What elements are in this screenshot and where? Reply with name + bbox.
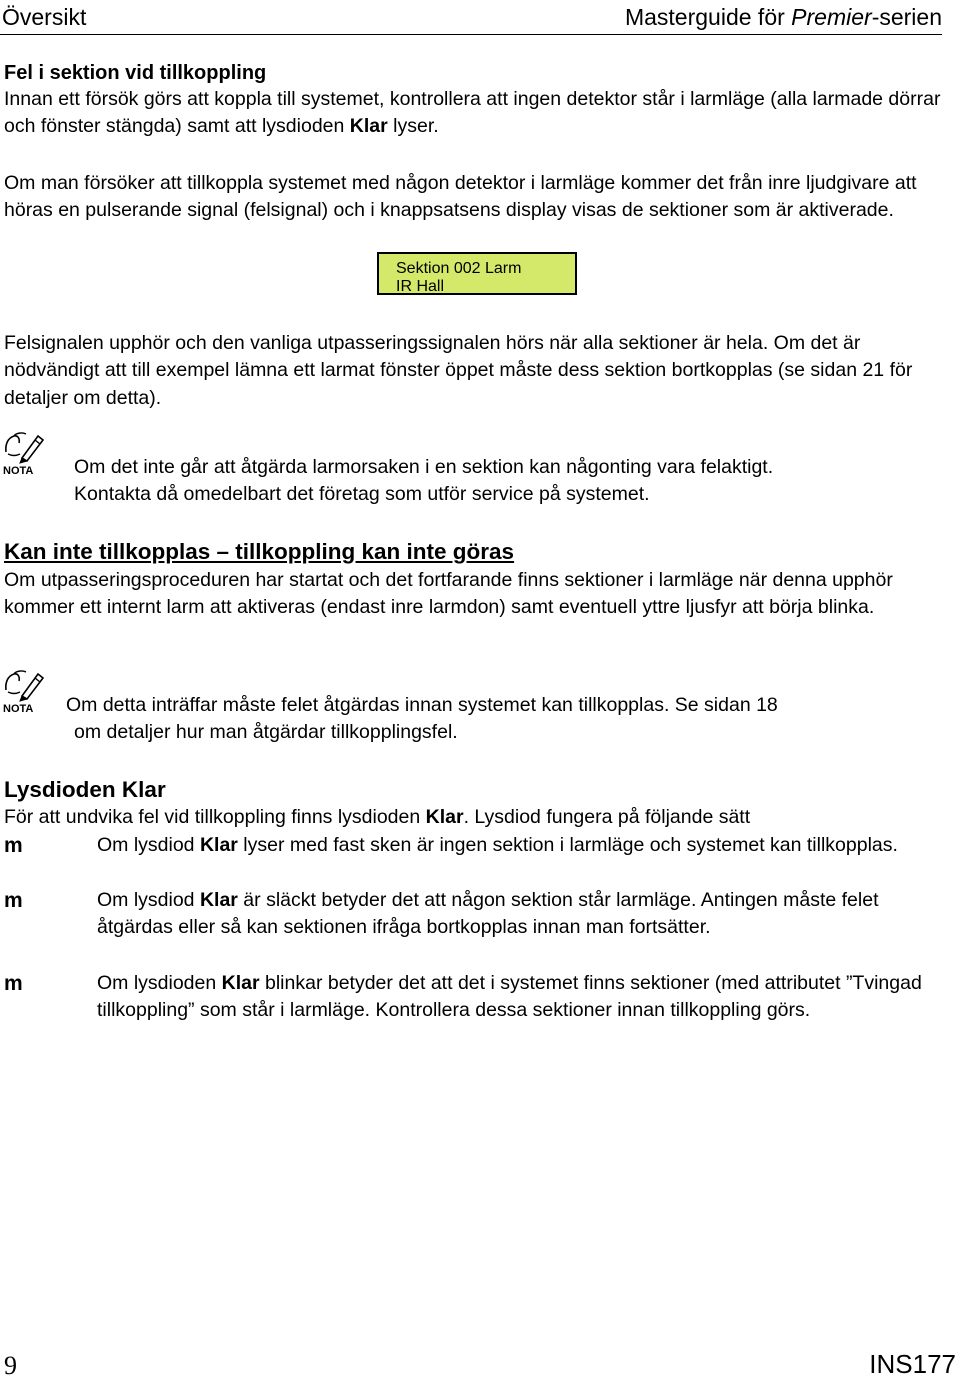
page-header [0, 4, 942, 35]
display-line-1: Sektion 002 Larm [396, 260, 522, 277]
bold-term: Klar [221, 972, 260, 994]
text-run: För att undvika fel vid tillkoppling finns lysdioden [4, 806, 426, 828]
section-heading-fel-i-sektion: Fel i sektion vid tillkoppling [4, 62, 267, 84]
page-number: 9 [4, 1351, 17, 1380]
bold-term: Klar [349, 115, 388, 138]
nota-label: NOTA [3, 703, 34, 714]
section1-paragraph-2: Om man försöker att tillkoppla systemet med någon detektor i larmläge kommer det från inre ljudgivare att höras en pulserande signal (felsignal) och i knappsatsens display visas de sektioner som är aktiverade. [4, 172, 917, 222]
header-guide-prefix: Masterguide för [624, 4, 792, 30]
list-item-text [97, 970, 955, 1025]
nota-pen-icon [2, 668, 46, 714]
bullet-icon: m [4, 972, 23, 995]
list-item-text [97, 832, 955, 859]
section1-paragraph-1 [4, 86, 954, 141]
text-run: . Lysdiod fungera på följande sätt [463, 806, 751, 828]
list-item [4, 887, 956, 971]
bullet-icon: m [4, 834, 23, 857]
pen-icon [2, 668, 46, 714]
nota-2-line-2: om detaljer hur man åtgärdar tillkopplingsfel. [74, 721, 458, 743]
text-run: lyser. [387, 115, 439, 138]
pen-icon [2, 430, 46, 476]
bullet-icon: m [4, 889, 23, 912]
bold-term: Klar [199, 834, 238, 856]
bold-term: Klar [199, 889, 238, 911]
text-run: Om lysdiod [97, 889, 200, 911]
section-heading-kan-inte-tillkopplas [4, 538, 514, 566]
text-run: lyser med fast sken är ingen sektion i larmläge och systemet kan tillkopplas. [237, 834, 898, 856]
text-run: Innan ett försök görs att koppla till systemet, kontrollera att ingen detektor står i larmläge (alla larmade dörrar och fönster stängda) samt att lysdioden [4, 88, 941, 138]
header-guide-suffix: -serien [871, 4, 942, 30]
heading-text: Kan inte tillkopplas – tillkoppling kan inte göras [4, 539, 515, 564]
document-code: INS177 [869, 1349, 956, 1379]
header-section-title: Översikt [2, 4, 87, 30]
nota-2-line-1: Om detta inträffar måste felet åtgärdas innan systemet kan tillkopplas. Se sidan 18 [66, 694, 778, 716]
list-item [4, 832, 956, 888]
section3-intro [4, 804, 954, 831]
section2-paragraph-1: Om utpasseringsproceduren har startat och det fortfarande finns sektioner i larmläge när denna upphör kommer ett internt larm att aktiveras (endast inre larmdon) samt eventuell yttre ljusfyr att börja blinka. [4, 569, 893, 619]
list-item-text [97, 887, 955, 942]
text-run: Om lysdioden [97, 972, 222, 994]
section1-paragraph-3: Felsignalen upphör och den vanliga utpasseringssignalen hörs när alla sektioner är hela. Om det är nödvändigt att till exempel lämna ett larmat fönster öppet måste dess sektion bortkopplas (se sidan 21 för detaljer om detta). [4, 332, 913, 409]
nota-1-line-2: Kontakta då omedelbart det företag som utför service på systemet. [74, 483, 650, 505]
section-heading-lysdioden-klar: Lysdioden Klar [4, 777, 166, 802]
header-guide-product: Premier [791, 4, 872, 30]
nota-label: NOTA [3, 465, 34, 476]
display-line-2: IR Hall [396, 278, 445, 295]
keypad-display-example [377, 252, 577, 295]
text-run: blinkar betyder det att det i systemet finns sektioner (med attributet ”Tvingad tillkoppling” som står i larmläge. Kontrollera dessa sektioner innan tillkoppling görs. [97, 972, 922, 1022]
text-run: Om lysdiod [97, 834, 200, 856]
header-guide-title [625, 4, 942, 31]
nota-pen-icon [2, 430, 46, 476]
list-item [4, 970, 956, 1054]
nota-1-line-1: Om det inte går att åtgärda larmorsaken i en sektion kan någonting vara felaktigt. [74, 456, 774, 478]
bold-term: Klar [425, 806, 464, 828]
text-run: är släckt betyder det att någon sektion står larmläge. Antingen måste felet åtgärdas eller så kan sektionen ifråga bortkopplas innan man fortsätter. [97, 889, 879, 939]
